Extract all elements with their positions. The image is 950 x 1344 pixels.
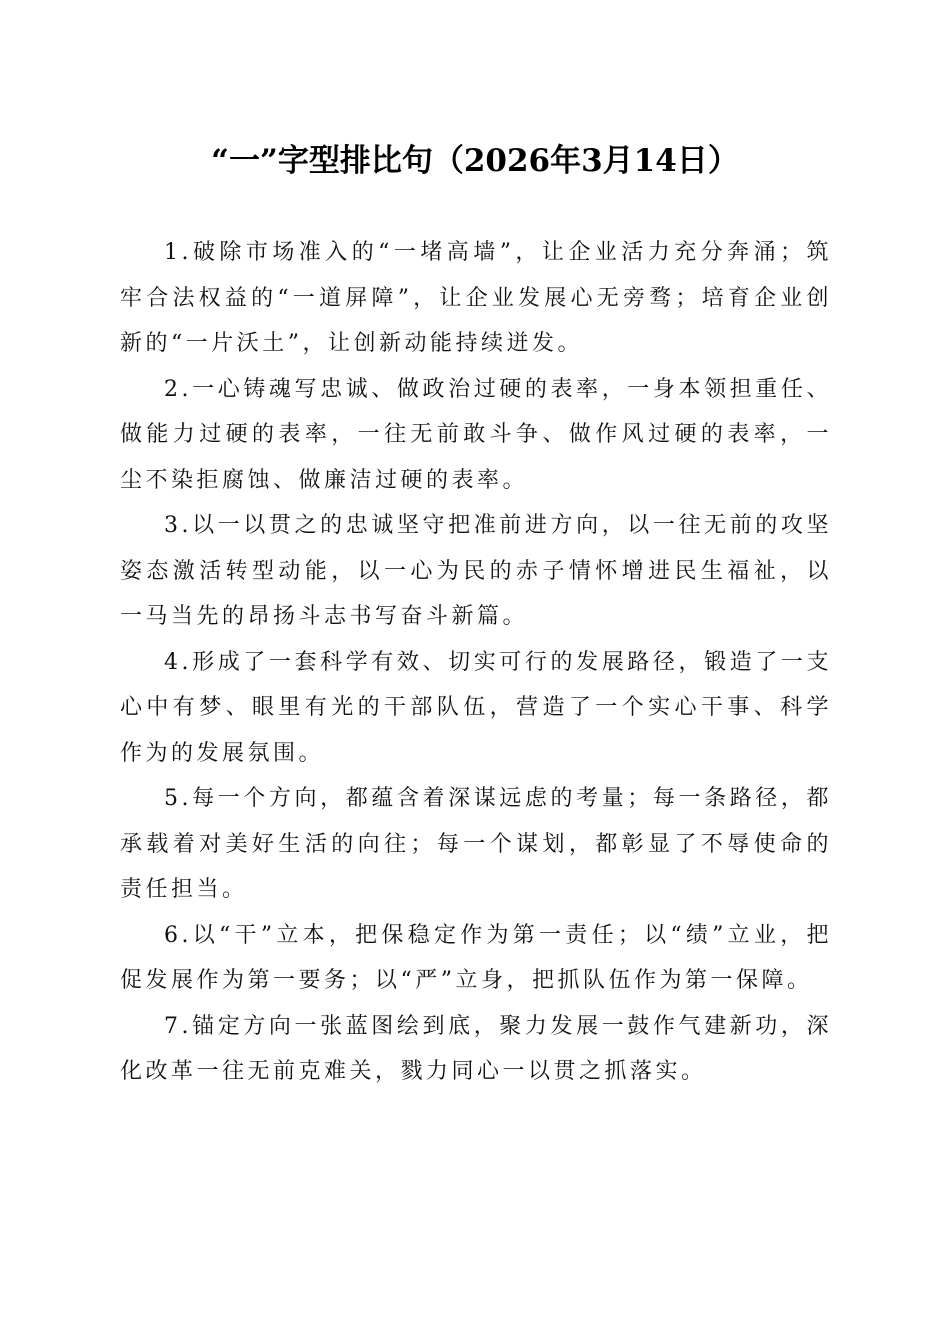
document-body — [120, 230, 832, 1095]
paragraph-4: 4.形成了一套科学有效、切实可行的发展路径，锻造了一支心中有梦、眼里有光的干部队伍，营造了一个实心干事、科学作为的发展氛围。 — [120, 649, 832, 766]
paragraph-2: 2.一心铸魂写忠诚、做政治过硬的表率，一身本领担重任、做能力过硬的表率，一往无前敢斗争、做作风过硬的表率，一尘不染拒腐蚀、做廉洁过硬的表率。 — [120, 376, 832, 493]
document-title: “一”字型排比句（2026年3月14日） — [211, 143, 739, 179]
paragraph-1: 1.破除市场准入的“一堵高墙”，让企业活力充分奔涌；筑牢合法权益的“一道屏障”，让企业发展心无旁骛；培育企业创新的“一片沃土”，让创新动能持续迸发。 — [120, 240, 832, 356]
paragraph-3: 3.以一以贯之的忠诚坚守把准前进方向，以一往无前的攻坚姿态激活转型动能，以一心为民的赤子情怀增进民生福祉，以一马当先的昂扬斗志书写奋斗新篇。 — [120, 513, 832, 629]
paragraph-5: 5.每一个方向，都蕴含着深谋远虑的考量；每一条路径，都承载着对美好生活的向往；每一个谋划，都彰显了不辱使命的责任担当。 — [120, 786, 832, 902]
paragraph-7: 7.锚定方向一张蓝图绘到底，聚力发展一鼓作气建新功，深化改革一往无前克难关，戮力同心一以贯之抓落实。 — [120, 1013, 832, 1084]
paragraph-6: 6.以“干”立本，把保稳定作为第一责任；以“绩”立业，把促发展作为第一要务；以“严”立身，把抓队伍作为第一保障。 — [120, 922, 832, 993]
